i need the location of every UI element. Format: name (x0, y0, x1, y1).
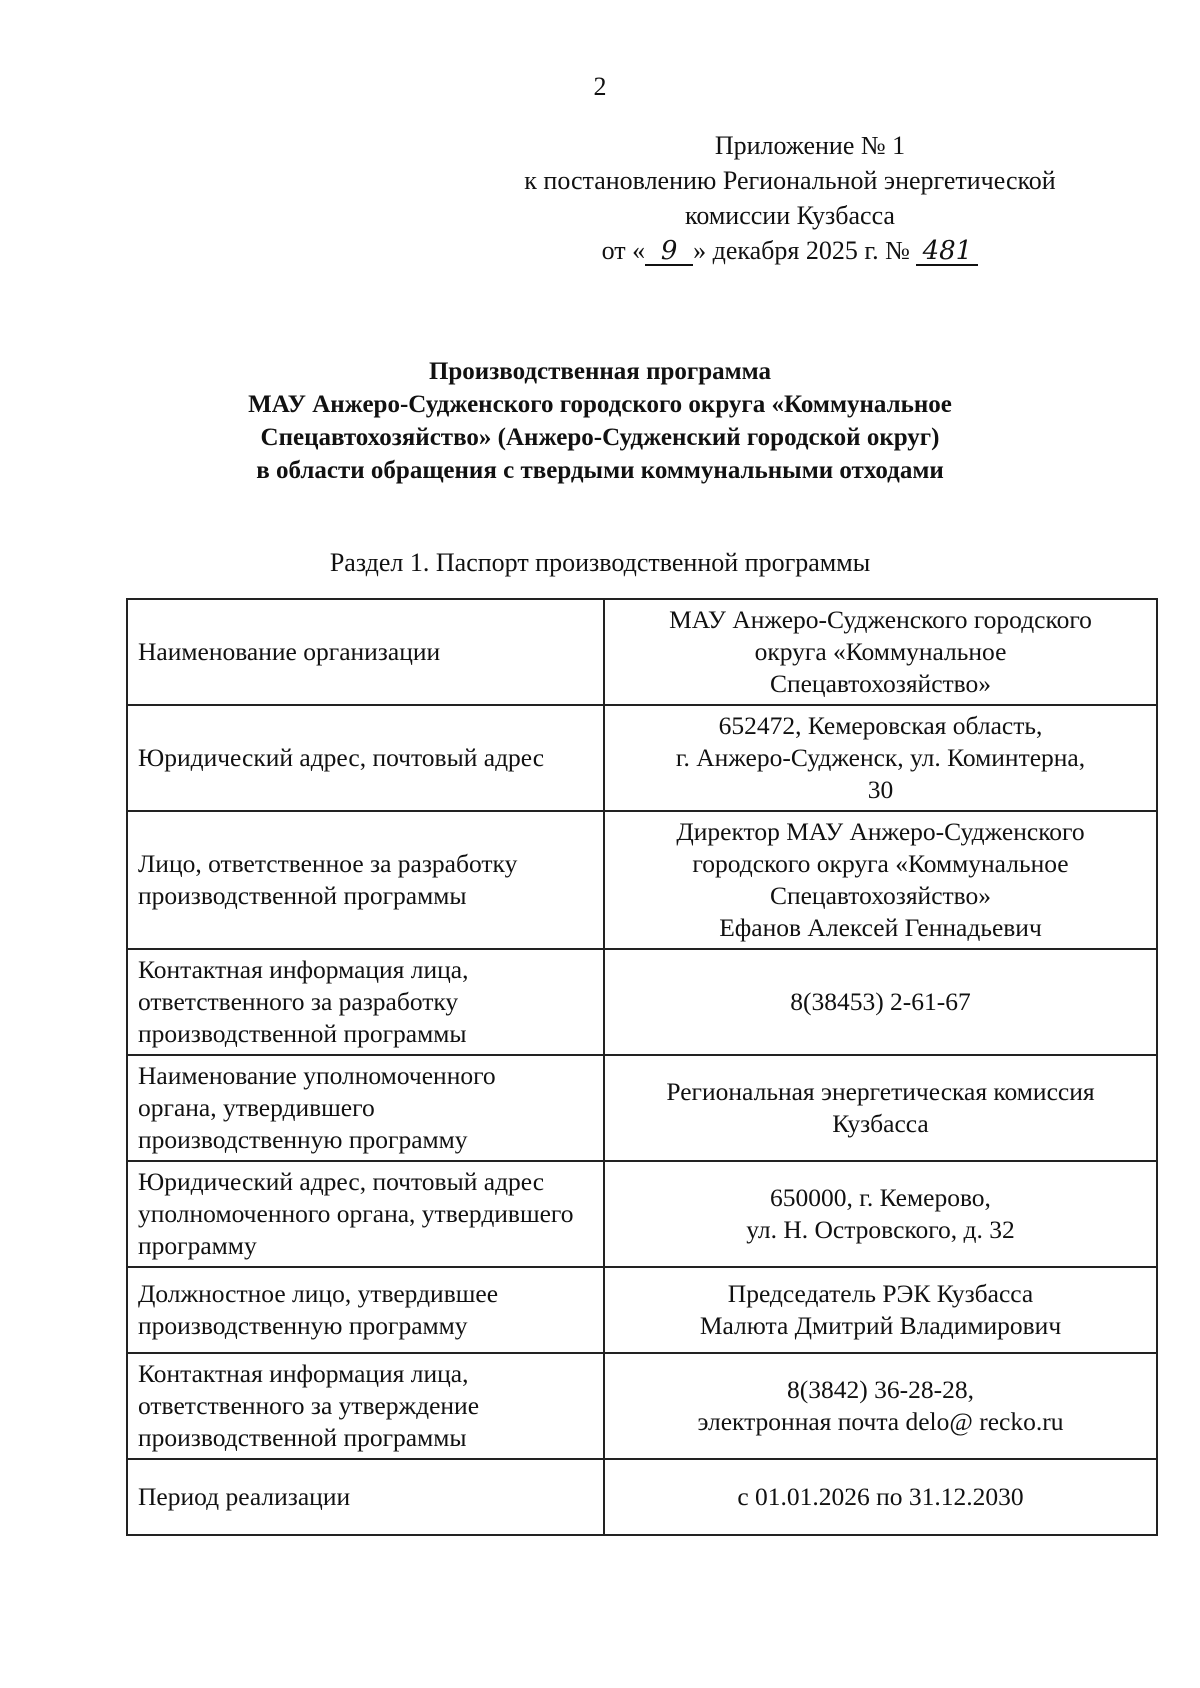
appendix-line-3: комиссии Кузбасса (685, 201, 895, 230)
row-value-cell-line: МАУ Анжеро-Судженского городского (669, 605, 1092, 634)
date-prefix: от « (601, 236, 646, 265)
row-label-cell-line: производственной программы (138, 1423, 467, 1452)
row-label-cell-line: производственную программу (138, 1125, 468, 1154)
row-label-cell-line: производственной программы (138, 881, 467, 910)
row-value-cell-line: Спецавтохозяйство» (769, 881, 992, 910)
table-row (127, 811, 1157, 949)
document-title-line-3: Спецавтохозяйство» (Анжеро-Судженский городской округ) (260, 424, 940, 451)
table-row (127, 1161, 1157, 1267)
row-value-cell-line: с 01.01.2026 по 31.12.2030 (737, 1482, 1024, 1511)
row-label-cell-line: программу (138, 1231, 257, 1260)
document-title-line-2: МАУ Анжеро-Судженского городского округа «Коммунальное (248, 391, 952, 418)
row-value-cell (604, 1353, 1157, 1459)
section-title: Раздел 1. Паспорт производственной программы (329, 548, 871, 577)
row-label-cell-line: Период реализации (138, 1482, 351, 1511)
row-value-cell-line: ул. Н. Островского, д. 32 (746, 1215, 1015, 1244)
table-row (127, 1267, 1157, 1353)
appendix-header (470, 128, 1110, 268)
row-label-cell (127, 949, 604, 1055)
row-label-cell (127, 1267, 604, 1353)
row-label-cell-line: органа, утвердившего (138, 1093, 375, 1122)
row-value-cell-line: электронная почта delo@ recko.ru (697, 1407, 1064, 1436)
row-label-cell-line: Контактная информация лица, (138, 1359, 469, 1388)
row-label-cell-line: Контактная информация лица, (138, 955, 469, 984)
passport-table (126, 598, 1158, 1536)
row-value-cell-line: Кузбасса (832, 1109, 929, 1138)
row-value-cell-line: городского округа «Коммунальное (692, 849, 1069, 878)
row-value-cell (604, 705, 1157, 811)
document-title-line-4: в области обращения с твердыми коммунальными отходами (256, 457, 944, 484)
row-value-cell (604, 1055, 1157, 1161)
row-label-cell-line: Юридический адрес, почтовый адрес (138, 743, 545, 772)
appendix-date-line (470, 233, 1110, 268)
row-label-cell-line: Наименование уполномоченного (138, 1061, 496, 1090)
appendix-title: Приложение № 1 (714, 131, 906, 160)
table-row (127, 1353, 1157, 1459)
row-value-cell (604, 949, 1157, 1055)
row-label-cell-line: производственную программу (138, 1311, 468, 1340)
row-label-cell (127, 1459, 604, 1535)
page-number: 2 (593, 72, 607, 101)
row-label-cell (127, 599, 604, 705)
row-value-cell (604, 599, 1157, 705)
row-value-cell-line: Ефанов Алексей Геннадьевич (719, 913, 1042, 942)
handwritten-day: 9 (645, 238, 693, 266)
row-label-cell (127, 1161, 604, 1267)
row-label-cell-line: Лицо, ответственное за разработку (138, 849, 518, 878)
row-label-cell-line: Наименование организации (138, 637, 441, 666)
row-label-cell-line: ответственного за разработку (138, 987, 459, 1016)
row-value-cell-line: Региональная энергетическая комиссия (666, 1077, 1095, 1106)
row-value-cell-line: 652472, Кемеровская область, (718, 711, 1043, 740)
row-label-cell-line: Юридический адрес, почтовый адрес (138, 1167, 545, 1196)
row-label-cell-line: Должностное лицо, утвердившее (138, 1279, 499, 1308)
passport-table-body (127, 599, 1157, 1535)
document-title-line-1: Производственная программа (428, 358, 772, 385)
row-value-cell-line: Председатель РЭК Кузбасса (727, 1279, 1034, 1308)
row-label-cell-line: ответственного за утверждение (138, 1391, 480, 1420)
row-value-cell (604, 1267, 1157, 1353)
row-label-cell (127, 1055, 604, 1161)
row-label-cell (127, 811, 604, 949)
row-label-cell (127, 705, 604, 811)
row-value-cell (604, 811, 1157, 949)
table-row (127, 1459, 1157, 1535)
row-value-cell-line: Малюта Дмитрий Владимирович (699, 1311, 1062, 1340)
row-value-cell-line: округа «Коммунальное (754, 637, 1007, 666)
row-label-cell (127, 1353, 604, 1459)
row-value-cell-line: Спецавтохозяйство» (769, 669, 992, 698)
row-value-cell-line: 8(38453) 2-61-67 (790, 987, 971, 1016)
date-middle: » декабря 2025 г. № (693, 236, 917, 265)
row-value-cell (604, 1459, 1157, 1535)
row-label-cell-line: производственной программы (138, 1019, 467, 1048)
row-value-cell-line: 650000, г. Кемерово, (770, 1183, 991, 1212)
handwritten-number: 481 (916, 238, 978, 266)
table-row (127, 705, 1157, 811)
table-row (127, 1055, 1157, 1161)
table-row (127, 599, 1157, 705)
table-row (127, 949, 1157, 1055)
appendix-line-2: к постановлению Региональной энергетической (524, 166, 1056, 195)
row-value-cell-line: Директор МАУ Анжеро-Судженского (676, 817, 1085, 846)
document-title (0, 355, 1200, 487)
row-value-cell-line: г. Анжеро-Судженск, ул. Коминтерна, (675, 743, 1086, 772)
row-value-cell (604, 1161, 1157, 1267)
row-label-cell-line: уполномоченного органа, утвердившего (138, 1199, 574, 1228)
row-value-cell-line: 30 (867, 775, 894, 804)
row-value-cell-line: 8(3842) 36-28-28, (787, 1375, 974, 1404)
